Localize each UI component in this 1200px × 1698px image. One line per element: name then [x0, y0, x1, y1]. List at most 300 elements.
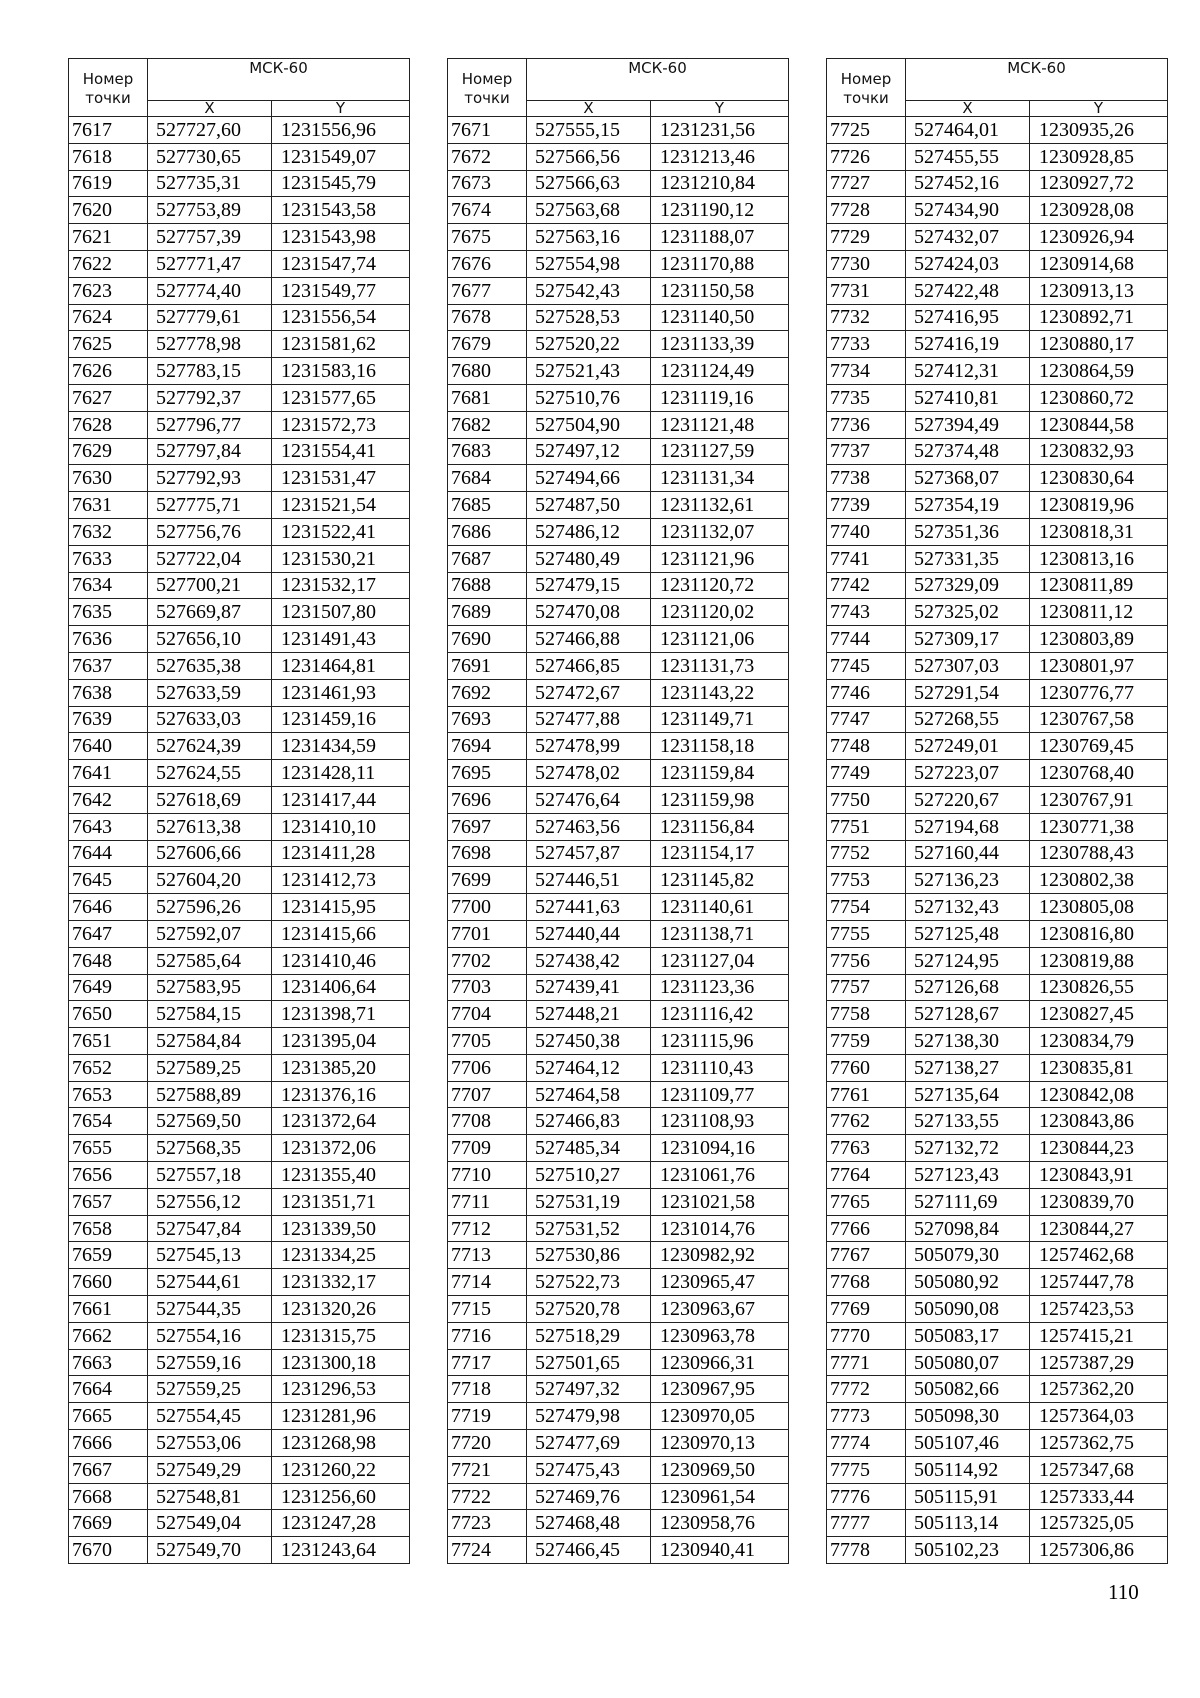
y-coordinate-cell: 1257333,44	[1030, 1483, 1168, 1510]
point-number-cell: 7638	[69, 679, 148, 706]
point-number-cell: 7757	[827, 974, 906, 1001]
y-coordinate-cell: 1231188,07	[651, 224, 789, 251]
y-coordinate-cell: 1231406,64	[272, 974, 410, 1001]
table-row	[69, 1135, 410, 1162]
y-coordinate-cell: 1230788,43	[1030, 840, 1168, 867]
y-coordinate-cell: 1230826,55	[1030, 974, 1168, 1001]
x-coordinate-cell: 527584,84	[148, 1028, 272, 1055]
table-row	[448, 840, 789, 867]
y-coordinate-cell: 1231143,22	[651, 679, 789, 706]
y-coordinate-cell: 1230926,94	[1030, 224, 1168, 251]
point-number-cell: 7633	[69, 545, 148, 572]
y-coordinate-cell: 1231339,50	[272, 1215, 410, 1242]
point-number-cell: 7725	[827, 117, 906, 144]
x-coordinate-cell: 527756,76	[148, 518, 272, 545]
x-coordinate-cell: 527753,89	[148, 197, 272, 224]
table-row	[827, 626, 1168, 653]
table-row	[69, 411, 410, 438]
point-number-cell: 7759	[827, 1028, 906, 1055]
table-row	[827, 250, 1168, 277]
point-number-cell: 7697	[448, 813, 527, 840]
coordinates-body-1	[69, 117, 410, 1564]
x-coordinate-cell: 505102,23	[906, 1537, 1030, 1564]
table-row	[827, 1403, 1168, 1430]
point-number-cell: 7703	[448, 974, 527, 1001]
x-coordinate-cell: 527494,66	[527, 465, 651, 492]
y-coordinate-cell: 1231243,64	[272, 1537, 410, 1564]
x-coordinate-cell: 527472,67	[527, 679, 651, 706]
y-coordinate-cell: 1230818,31	[1030, 518, 1168, 545]
table-row	[69, 733, 410, 760]
x-coordinate-cell: 527354,19	[906, 492, 1030, 519]
table-row	[448, 626, 789, 653]
table-row	[448, 117, 789, 144]
point-number-cell: 7628	[69, 411, 148, 438]
y-coordinate-cell: 1257362,20	[1030, 1376, 1168, 1403]
point-number-cell: 7708	[448, 1108, 527, 1135]
point-number-cell: 7642	[69, 786, 148, 813]
y-coordinate-cell: 1231120,02	[651, 599, 789, 626]
table-row	[827, 304, 1168, 331]
y-coordinate-cell: 1230839,70	[1030, 1188, 1168, 1215]
x-coordinate-cell: 527485,34	[527, 1135, 651, 1162]
point-number-cell: 7695	[448, 760, 527, 787]
table-row	[448, 1483, 789, 1510]
y-coordinate-cell: 1257362,75	[1030, 1430, 1168, 1457]
y-coordinate-cell: 1231120,72	[651, 572, 789, 599]
x-coordinate-cell: 527559,16	[148, 1349, 272, 1376]
x-coordinate-cell: 527416,95	[906, 304, 1030, 331]
table-row	[448, 1028, 789, 1055]
y-coordinate-cell: 1230958,76	[651, 1510, 789, 1537]
point-number-cell: 7652	[69, 1054, 148, 1081]
x-coordinate-cell: 527466,85	[527, 652, 651, 679]
x-coordinate-cell: 527727,60	[148, 117, 272, 144]
point-number-cell: 7762	[827, 1108, 906, 1135]
table-row	[827, 518, 1168, 545]
y-coordinate-cell: 1230819,88	[1030, 947, 1168, 974]
point-number-cell: 7734	[827, 358, 906, 385]
x-coordinate-cell: 505080,92	[906, 1269, 1030, 1296]
table-row	[69, 304, 410, 331]
table-row	[69, 760, 410, 787]
x-coordinate-cell: 527797,84	[148, 438, 272, 465]
x-coordinate-cell: 527604,20	[148, 867, 272, 894]
table-row	[69, 1296, 410, 1323]
x-coordinate-cell: 527531,52	[527, 1215, 651, 1242]
x-coordinate-cell: 527510,76	[527, 384, 651, 411]
x-coordinate-cell: 527455,55	[906, 143, 1030, 170]
y-coordinate-cell: 1231522,41	[272, 518, 410, 545]
y-coordinate-cell: 1230769,45	[1030, 733, 1168, 760]
table-row	[448, 733, 789, 760]
point-number-cell: 7712	[448, 1215, 527, 1242]
x-coordinate-cell: 527775,71	[148, 492, 272, 519]
point-number-cell: 7678	[448, 304, 527, 331]
x-coordinate-cell: 505107,46	[906, 1430, 1030, 1457]
x-coordinate-cell: 527554,98	[527, 250, 651, 277]
x-coordinate-cell: 527563,16	[527, 224, 651, 251]
table-row	[448, 250, 789, 277]
x-coordinate-cell: 527446,51	[527, 867, 651, 894]
y-coordinate-cell: 1231131,34	[651, 465, 789, 492]
x-coordinate-cell: 527470,08	[527, 599, 651, 626]
table-row	[448, 331, 789, 358]
table-row	[448, 411, 789, 438]
table-row	[69, 652, 410, 679]
point-number-cell: 7696	[448, 786, 527, 813]
x-coordinate-cell: 527544,35	[148, 1296, 272, 1323]
y-coordinate-cell: 1231355,40	[272, 1162, 410, 1189]
y-coordinate-cell: 1231213,46	[651, 143, 789, 170]
x-coordinate-cell: 527160,44	[906, 840, 1030, 867]
x-coordinate-cell: 527450,38	[527, 1028, 651, 1055]
x-coordinate-cell: 527656,10	[148, 626, 272, 653]
y-coordinate-cell: 1231014,76	[651, 1215, 789, 1242]
table-row	[69, 384, 410, 411]
x-coordinate-cell: 527438,42	[527, 947, 651, 974]
table-row	[448, 1001, 789, 1028]
y-coordinate-cell: 1231108,93	[651, 1108, 789, 1135]
table-row	[827, 1028, 1168, 1055]
x-coordinate-cell: 527669,87	[148, 599, 272, 626]
point-number-cell: 7618	[69, 143, 148, 170]
y-coordinate-cell: 1230816,80	[1030, 920, 1168, 947]
y-coordinate-cell: 1231231,56	[651, 117, 789, 144]
x-coordinate-cell: 527771,47	[148, 250, 272, 277]
point-number-cell: 7649	[69, 974, 148, 1001]
y-coordinate-cell: 1231459,16	[272, 706, 410, 733]
table-row	[448, 224, 789, 251]
point-number-cell: 7718	[448, 1376, 527, 1403]
table-row	[448, 358, 789, 385]
point-number-cell: 7636	[69, 626, 148, 653]
x-coordinate-cell: 527774,40	[148, 277, 272, 304]
y-coordinate-cell: 1230830,64	[1030, 465, 1168, 492]
table-row	[69, 143, 410, 170]
x-coordinate-cell: 505090,08	[906, 1296, 1030, 1323]
x-coordinate-cell: 527249,01	[906, 733, 1030, 760]
x-coordinate-cell: 527325,02	[906, 599, 1030, 626]
x-coordinate-cell: 527497,12	[527, 438, 651, 465]
table-row	[448, 438, 789, 465]
table-row	[448, 1376, 789, 1403]
y-coordinate-cell: 1231119,16	[651, 384, 789, 411]
x-coordinate-cell: 527735,31	[148, 170, 272, 197]
table-row	[69, 224, 410, 251]
x-coordinate-cell: 505114,92	[906, 1456, 1030, 1483]
table-row	[69, 1215, 410, 1242]
x-coordinate-cell: 505083,17	[906, 1322, 1030, 1349]
y-coordinate-cell: 1231395,04	[272, 1028, 410, 1055]
table-row	[69, 947, 410, 974]
x-coordinate-cell: 527497,32	[527, 1376, 651, 1403]
coordinates-table-2	[447, 58, 789, 1564]
y-coordinate-cell: 1231127,59	[651, 438, 789, 465]
x-coordinate-cell: 527307,03	[906, 652, 1030, 679]
point-number-cell: 7710	[448, 1162, 527, 1189]
coordinate-system-header: МСК-60	[527, 59, 789, 101]
point-number-cell: 7679	[448, 331, 527, 358]
x-coordinate-cell: 527136,23	[906, 867, 1030, 894]
x-coordinate-cell: 527291,54	[906, 679, 1030, 706]
point-number-cell: 7743	[827, 599, 906, 626]
table-row	[827, 1349, 1168, 1376]
x-coordinate-cell: 527501,65	[527, 1349, 651, 1376]
x-coordinate-cell: 527557,18	[148, 1162, 272, 1189]
y-coordinate-cell: 1231491,43	[272, 626, 410, 653]
y-header: Y	[651, 101, 789, 117]
point-number-cell: 7702	[448, 947, 527, 974]
point-number-cell: 7675	[448, 224, 527, 251]
y-coordinate-cell: 1230843,86	[1030, 1108, 1168, 1135]
point-number-cell: 7681	[448, 384, 527, 411]
y-coordinate-cell: 1230771,38	[1030, 813, 1168, 840]
point-number-cell: 7617	[69, 117, 148, 144]
y-coordinate-cell: 1257306,86	[1030, 1537, 1168, 1564]
x-coordinate-cell: 527123,43	[906, 1162, 1030, 1189]
x-coordinate-cell: 527268,55	[906, 706, 1030, 733]
table-row	[827, 197, 1168, 224]
point-number-cell: 7691	[448, 652, 527, 679]
point-number-cell: 7704	[448, 1001, 527, 1028]
point-number-cell: 7738	[827, 465, 906, 492]
table-row	[827, 170, 1168, 197]
y-coordinate-cell: 1257462,68	[1030, 1242, 1168, 1269]
x-coordinate-cell: 505098,30	[906, 1403, 1030, 1430]
y-coordinate-cell: 1230819,96	[1030, 492, 1168, 519]
x-coordinate-cell: 527487,50	[527, 492, 651, 519]
x-coordinate-cell: 527452,16	[906, 170, 1030, 197]
table-row	[69, 1349, 410, 1376]
point-number-cell: 7630	[69, 465, 148, 492]
y-coordinate-cell: 1231415,95	[272, 894, 410, 921]
table-row	[448, 813, 789, 840]
x-coordinate-cell: 527553,06	[148, 1430, 272, 1457]
point-number-cell: 7656	[69, 1162, 148, 1189]
x-coordinate-cell: 527624,39	[148, 733, 272, 760]
point-number-cell: 7760	[827, 1054, 906, 1081]
point-number-cell: 7730	[827, 250, 906, 277]
table-row	[69, 813, 410, 840]
y-coordinate-cell: 1257423,53	[1030, 1296, 1168, 1323]
y-coordinate-cell: 1230811,12	[1030, 599, 1168, 626]
y-coordinate-cell: 1231127,04	[651, 947, 789, 974]
table-row	[69, 331, 410, 358]
y-coordinate-cell: 1231417,44	[272, 786, 410, 813]
y-coordinate-cell: 1231531,47	[272, 465, 410, 492]
point-number-cell: 7763	[827, 1135, 906, 1162]
point-number-cell: 7659	[69, 1242, 148, 1269]
y-coordinate-cell: 1231530,21	[272, 545, 410, 572]
table-row	[69, 1376, 410, 1403]
table-row	[827, 1135, 1168, 1162]
coordinates-table-3	[826, 58, 1168, 1564]
point-number-cell: 7632	[69, 518, 148, 545]
point-number-cell: 7680	[448, 358, 527, 385]
point-number-cell: 7674	[448, 197, 527, 224]
y-coordinate-cell: 1230961,54	[651, 1483, 789, 1510]
table-row	[69, 518, 410, 545]
x-coordinate-cell: 527416,19	[906, 331, 1030, 358]
point-number-cell: 7774	[827, 1430, 906, 1457]
y-coordinate-cell: 1231300,18	[272, 1349, 410, 1376]
point-number-cell: 7750	[827, 786, 906, 813]
x-coordinate-cell: 527478,99	[527, 733, 651, 760]
point-number-cell: 7653	[69, 1081, 148, 1108]
y-coordinate-cell: 1231434,59	[272, 733, 410, 760]
y-coordinate-cell: 1231138,71	[651, 920, 789, 947]
y-coordinate-cell: 1230767,91	[1030, 786, 1168, 813]
y-coordinate-cell: 1231281,96	[272, 1403, 410, 1430]
point-number-cell: 7777	[827, 1510, 906, 1537]
y-coordinate-cell: 1231154,17	[651, 840, 789, 867]
table-row	[448, 1510, 789, 1537]
point-number-cell: 7671	[448, 117, 527, 144]
x-coordinate-cell: 527432,07	[906, 224, 1030, 251]
table-row	[448, 518, 789, 545]
y-header: Y	[272, 101, 410, 117]
point-number-cell: 7663	[69, 1349, 148, 1376]
x-coordinate-cell: 527194,68	[906, 813, 1030, 840]
table-row	[448, 974, 789, 1001]
table-row	[69, 920, 410, 947]
point-number-cell: 7688	[448, 572, 527, 599]
x-coordinate-cell: 527566,56	[527, 143, 651, 170]
table-row	[827, 1537, 1168, 1564]
table-row	[69, 1162, 410, 1189]
y-coordinate-cell: 1230811,89	[1030, 572, 1168, 599]
table-row	[69, 1108, 410, 1135]
y-coordinate-cell: 1231116,42	[651, 1001, 789, 1028]
y-coordinate-cell: 1230843,91	[1030, 1162, 1168, 1189]
y-coordinate-cell: 1231190,12	[651, 197, 789, 224]
table-row	[69, 1456, 410, 1483]
x-coordinate-cell: 527792,93	[148, 465, 272, 492]
x-coordinate-cell: 527466,45	[527, 1537, 651, 1564]
point-number-cell: 7635	[69, 599, 148, 626]
x-coordinate-cell: 527486,12	[527, 518, 651, 545]
point-number-cell: 7745	[827, 652, 906, 679]
x-coordinate-cell: 527480,49	[527, 545, 651, 572]
x-coordinate-cell: 527477,88	[527, 706, 651, 733]
x-coordinate-cell: 527412,31	[906, 358, 1030, 385]
point-number-cell: 7719	[448, 1403, 527, 1430]
point-number-cell: 7770	[827, 1322, 906, 1349]
x-coordinate-cell: 527530,86	[527, 1242, 651, 1269]
table-row	[827, 1269, 1168, 1296]
y-coordinate-cell: 1230832,93	[1030, 438, 1168, 465]
y-coordinate-cell: 1231334,25	[272, 1242, 410, 1269]
y-coordinate-cell: 1231411,28	[272, 840, 410, 867]
point-number-cell: 7631	[69, 492, 148, 519]
x-coordinate-cell: 527521,43	[527, 358, 651, 385]
y-coordinate-cell: 1231543,98	[272, 224, 410, 251]
point-number-cell: 7741	[827, 545, 906, 572]
y-coordinate-cell: 1231398,71	[272, 1001, 410, 1028]
point-number-cell: 7641	[69, 760, 148, 787]
y-coordinate-cell: 1230914,68	[1030, 250, 1168, 277]
point-number-cell: 7629	[69, 438, 148, 465]
x-coordinate-cell: 505115,91	[906, 1483, 1030, 1510]
table-row	[448, 143, 789, 170]
y-coordinate-cell: 1231150,58	[651, 277, 789, 304]
y-coordinate-cell: 1231131,73	[651, 652, 789, 679]
x-coordinate-cell: 527125,48	[906, 920, 1030, 947]
point-number-cell: 7685	[448, 492, 527, 519]
point-number-cell: 7729	[827, 224, 906, 251]
table-row	[448, 947, 789, 974]
point-number-cell: 7775	[827, 1456, 906, 1483]
y-coordinate-cell: 1230927,72	[1030, 170, 1168, 197]
x-coordinate-cell: 527566,63	[527, 170, 651, 197]
x-coordinate-cell: 527466,88	[527, 626, 651, 653]
x-coordinate-cell: 527138,27	[906, 1054, 1030, 1081]
table-row	[827, 492, 1168, 519]
y-coordinate-cell: 1230844,58	[1030, 411, 1168, 438]
y-coordinate-cell: 1257387,29	[1030, 1349, 1168, 1376]
x-coordinate-cell: 527722,04	[148, 545, 272, 572]
x-coordinate-cell: 527463,56	[527, 813, 651, 840]
point-number-cell: 7648	[69, 947, 148, 974]
x-coordinate-cell: 527518,29	[527, 1322, 651, 1349]
table-row	[69, 117, 410, 144]
y-coordinate-cell: 1230767,58	[1030, 706, 1168, 733]
y-coordinate-cell: 1231159,98	[651, 786, 789, 813]
table-row	[448, 1456, 789, 1483]
page-number: 110	[1108, 1580, 1139, 1604]
table-row	[448, 679, 789, 706]
y-coordinate-cell: 1231140,50	[651, 304, 789, 331]
table-row	[827, 947, 1168, 974]
point-number-cell: 7670	[69, 1537, 148, 1564]
point-number-cell: 7661	[69, 1296, 148, 1323]
point-number-cell: 7706	[448, 1054, 527, 1081]
point-number-cell: 7621	[69, 224, 148, 251]
y-coordinate-cell: 1230768,40	[1030, 760, 1168, 787]
table-row	[69, 1510, 410, 1537]
y-coordinate-cell: 1231532,17	[272, 572, 410, 599]
table-row	[827, 840, 1168, 867]
x-coordinate-cell: 527792,37	[148, 384, 272, 411]
table-row	[827, 224, 1168, 251]
x-coordinate-cell: 527477,69	[527, 1430, 651, 1457]
point-number-cell: 7754	[827, 894, 906, 921]
table-row	[69, 1403, 410, 1430]
point-number-cell: 7620	[69, 197, 148, 224]
x-coordinate-cell: 527544,61	[148, 1269, 272, 1296]
y-coordinate-cell: 1257364,03	[1030, 1403, 1168, 1430]
x-coordinate-cell: 527220,67	[906, 786, 1030, 813]
table-row	[448, 1188, 789, 1215]
table-row	[827, 920, 1168, 947]
point-number-cell: 7731	[827, 277, 906, 304]
point-number-cell: 7625	[69, 331, 148, 358]
x-coordinate-cell: 527633,03	[148, 706, 272, 733]
point-number-cell: 7701	[448, 920, 527, 947]
x-coordinate-cell: 527424,03	[906, 250, 1030, 277]
table-row	[827, 438, 1168, 465]
coordinates-body-3	[827, 117, 1168, 1564]
y-coordinate-cell: 1230928,08	[1030, 197, 1168, 224]
point-number-cell: 7647	[69, 920, 148, 947]
table-row	[448, 304, 789, 331]
y-coordinate-cell: 1231094,16	[651, 1135, 789, 1162]
x-coordinate-cell: 527111,69	[906, 1188, 1030, 1215]
x-coordinate-cell: 527520,22	[527, 331, 651, 358]
point-number-cell: 7746	[827, 679, 906, 706]
point-number-cell: 7751	[827, 813, 906, 840]
